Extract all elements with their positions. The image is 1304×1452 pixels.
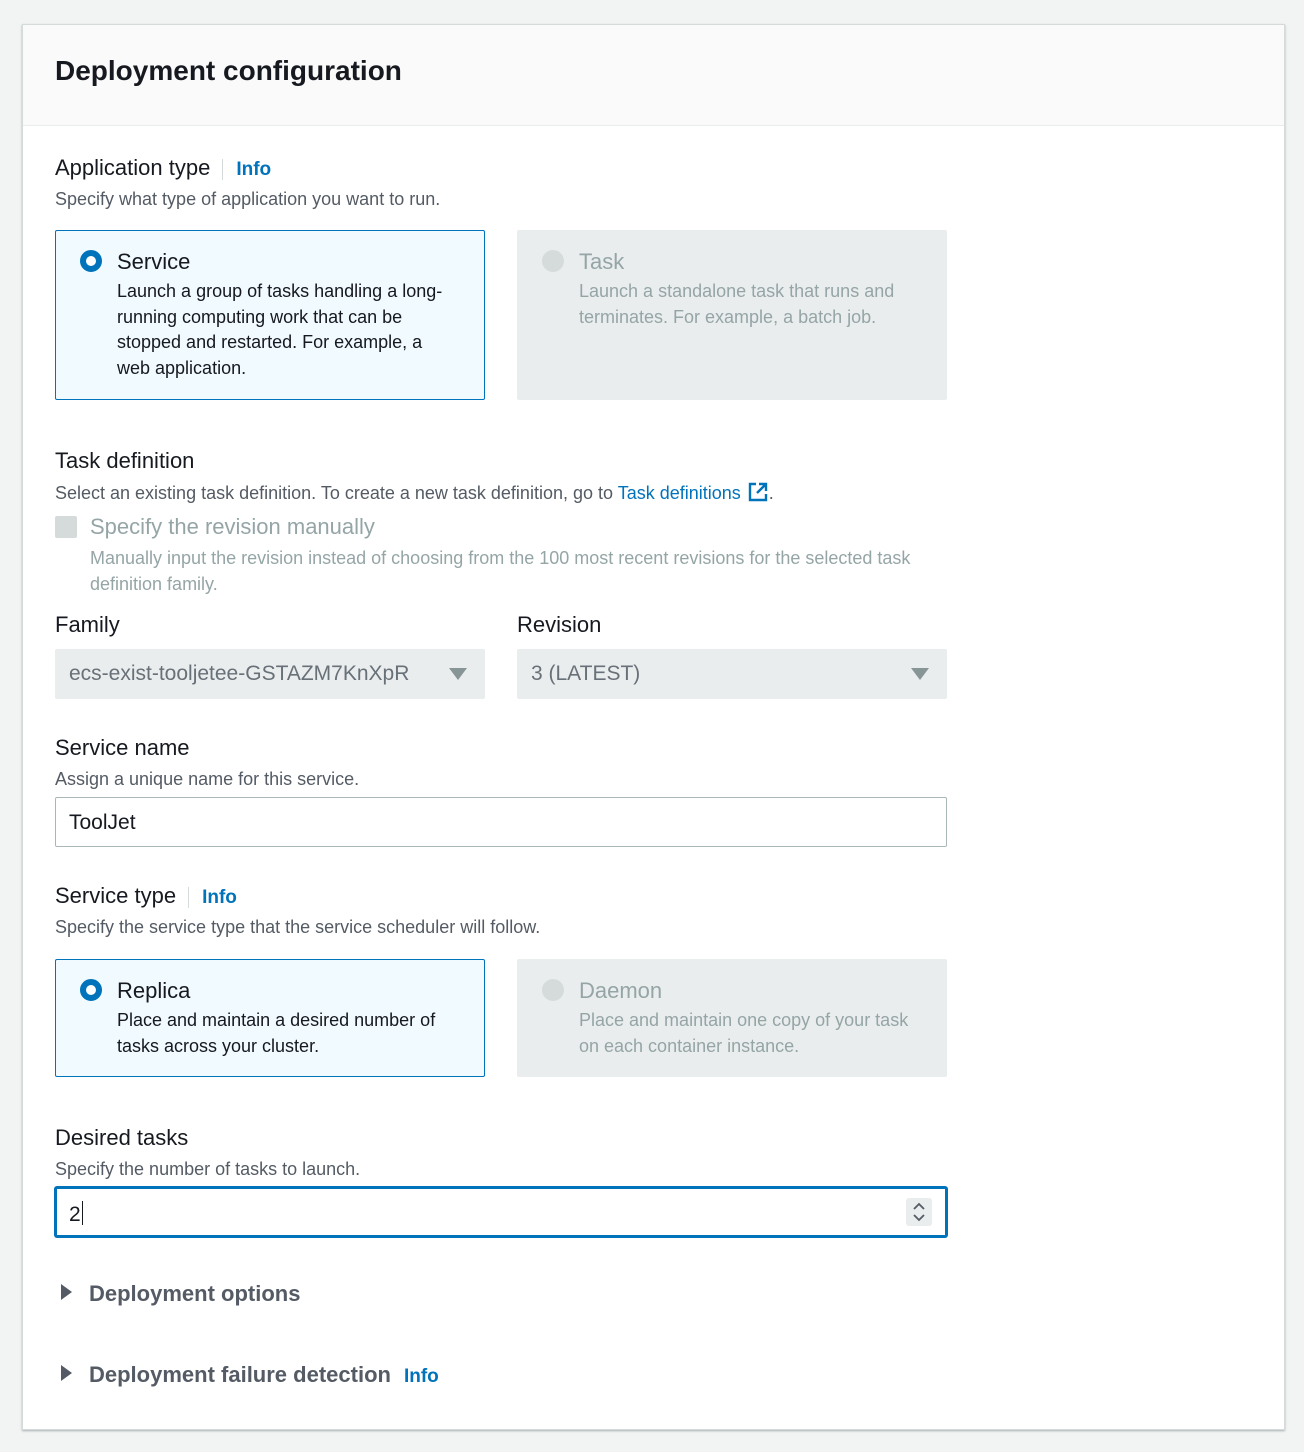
revision-select-value: 3 (LATEST) xyxy=(531,662,641,685)
application-type-description: Specify what type of application you want to run. xyxy=(55,189,441,209)
text-cursor xyxy=(82,1201,84,1225)
service-type-description: Specify the service type that the service scheduler will follow. xyxy=(55,917,541,937)
external-link-icon[interactable] xyxy=(747,481,769,503)
desired-tasks-label: Desired tasks xyxy=(55,1125,189,1150)
service-type-daemon-tile xyxy=(517,959,947,1077)
revision-label: Revision xyxy=(517,612,602,637)
task-definition-description-text: Select an existing task definition. To create a new task definition, go to xyxy=(55,483,618,503)
failure-detection-info-link[interactable]: Info xyxy=(403,1366,439,1387)
application-type-label: Application type xyxy=(55,155,211,180)
replica-tile-description: Place and maintain a desired number of tasks across your cluster. xyxy=(117,1010,436,1056)
deployment-failure-detection-label[interactable]: Deployment failure detection xyxy=(89,1362,391,1387)
family-select-value: ecs-exist-tooljetee-GSTAZM7KnXpR xyxy=(69,662,410,685)
deployment-options-label[interactable]: Deployment options xyxy=(89,1281,301,1306)
family-label: Family xyxy=(55,612,120,637)
desired-tasks-input[interactable] xyxy=(55,1187,947,1237)
service-tile-description: Launch a group of tasks handling a long-running computing work that can be stopped and restarted. For example, a web application. xyxy=(117,281,443,378)
application-type-service-tile[interactable] xyxy=(55,230,485,400)
application-type-heading xyxy=(55,155,271,181)
task-tile-description: Launch a standalone task that runs and terminates. For example, a batch job. xyxy=(579,281,895,327)
service-name-input-value[interactable]: ToolJet xyxy=(69,811,136,834)
panel-header xyxy=(23,25,1284,126)
service-name-input[interactable] xyxy=(55,797,947,847)
desired-tasks-input-value[interactable] xyxy=(69,1201,83,1227)
caret-right-icon[interactable] xyxy=(61,1284,72,1300)
number-stepper[interactable] xyxy=(906,1198,932,1226)
application-type-info-link[interactable]: Info xyxy=(222,159,271,180)
service-tile-title: Service xyxy=(117,249,191,274)
specify-revision-description: Manually input the revision instead of choosing from the 100 most recent revisions for the selected task definition family. xyxy=(90,548,911,594)
task-definition-label: Task definition xyxy=(55,448,195,473)
daemon-tile-title: Daemon xyxy=(579,978,663,1003)
desired-tasks-value-text[interactable]: 2 xyxy=(69,1203,81,1226)
deployment-options-expander[interactable] xyxy=(61,1281,300,1307)
replica-tile-title: Replica xyxy=(117,978,191,1003)
family-select xyxy=(55,649,485,699)
specify-revision-checkbox xyxy=(55,516,77,538)
panel-title: Deployment configuration xyxy=(55,55,402,86)
task-definition-description xyxy=(55,481,774,504)
caret-down-icon xyxy=(449,668,467,680)
caret-down-icon xyxy=(911,668,929,680)
specify-revision-label: Specify the revision manually xyxy=(90,514,375,539)
caret-right-icon[interactable] xyxy=(61,1365,72,1381)
task-definitions-link[interactable] xyxy=(618,483,769,503)
desired-tasks-description: Specify the number of tasks to launch. xyxy=(55,1159,361,1179)
daemon-radio xyxy=(542,979,564,1001)
service-type-heading xyxy=(55,883,237,909)
stepper-arrows-icon[interactable] xyxy=(906,1198,932,1226)
service-type-replica-tile[interactable] xyxy=(55,959,485,1077)
deployment-configuration-panel xyxy=(22,24,1285,1430)
service-name-description: Assign a unique name for this service. xyxy=(55,769,360,789)
task-definitions-link-text[interactable]: Task definitions xyxy=(617,483,741,503)
service-type-label: Service type xyxy=(55,883,177,908)
revision-select xyxy=(517,649,947,699)
service-name-label: Service name xyxy=(55,735,190,760)
task-radio xyxy=(542,250,564,272)
task-tile-title: Task xyxy=(579,249,625,274)
deployment-failure-detection-expander[interactable] xyxy=(61,1362,439,1388)
application-type-task-tile xyxy=(517,230,947,400)
service-radio[interactable] xyxy=(80,250,102,272)
replica-radio[interactable] xyxy=(80,979,102,1001)
daemon-tile-description: Place and maintain one copy of your task on each container instance. xyxy=(579,1010,909,1056)
service-type-info-link[interactable]: Info xyxy=(188,887,237,908)
task-definition-description-suffix: . xyxy=(768,483,774,503)
